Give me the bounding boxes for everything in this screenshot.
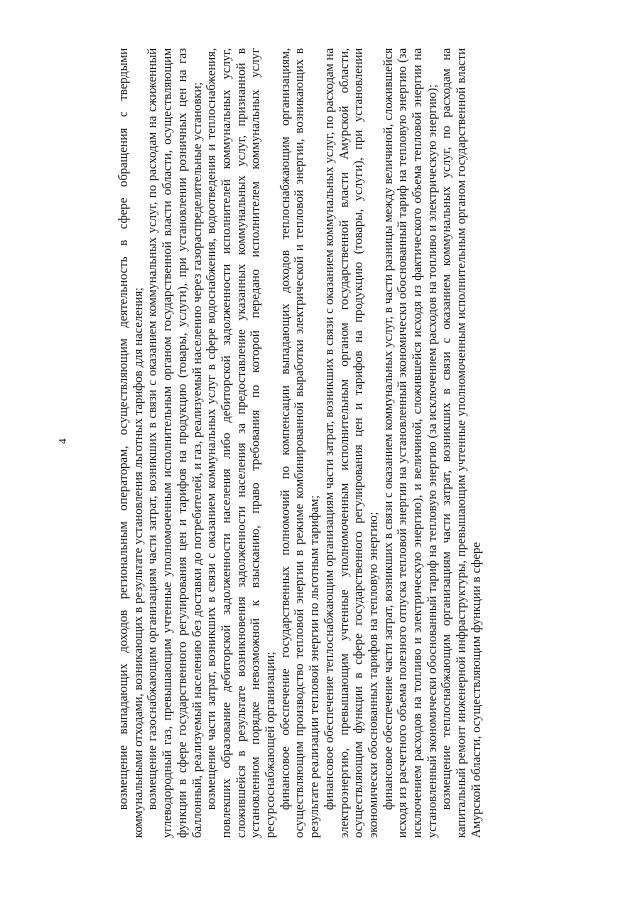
paragraph-5: финансовое обеспечение теплоснабжающим организациям части затрат, возникших в связи с оказанием коммунальных услуг, по расходам на электроэнергию, превышающим учтенные уполномоченным исполнительным органом государственной власти Амурской области, осуществляющим функции в сфере государственного регулирования цен и тарифов на продукцию (товары, услуги), при установлении экономически обоснованных тарифов на тепловую энергию; — [321, 48, 380, 838]
page-number: 4 — [57, 438, 69, 444]
paragraph-1: возмещение выпадающих доходов региональным операторам, осуществляющим деятельность в сфере обращения с твердыми коммунальными отходами, возникающих в результате установления льготных тарифов для населения; — [116, 48, 145, 838]
paragraph-6: финансовое обеспечение части затрат, возникших в связи с оказанием коммунальных услуг, в части разницы между величиной, сложившейся исходя из расчетного объема полезного отпуска тепловой энергии на установленный экономически обоснованный тариф на тепловую энергию (за исключением расходов на топливо и электрическую энергию), и величиной, сложившейся исходя из фактического объема тепловой энергии на установленный экономически обоснованный тариф на тепловую энергию (за исключением расходов на топливо и электрическую энергию); — [380, 48, 439, 838]
paragraph-2: возмещение газоснабжающим организациям части затрат, возникших в связи с оказанием коммунальных услуг, по расходам на сжиженный углеводородный газ, превышающим учтенные уполномоченным исполнительным органом государственной власти области, осуществляющим функции в сфере государственного регулирования цен и тарифов на продукцию (товары, услуги), при установлении розничных цен на газ баллонный, реализуемый населению без доставки до потребителей, и газ, реализуемый населению через газораспределительные установки; — [145, 48, 204, 838]
paragraph-3: возмещение части затрат, возникших в связи с оказанием коммунальных услуг в сфере водоснабжения, водоотведения и теплоснабжения, повлекших образование дебиторской задолженности населения либо дебиторской задолженности исполнителей коммунальных услуг, сложившейся в результате возникновения задолженности населения за предоставление указанных коммунальных услуг, признанной в установленном порядке невозможной к взысканию, право требования по которой передано исполнителем коммунальных услуг ресурсоснабжающей организации; — [204, 48, 278, 838]
paragraph-7: возмещение теплоснабжающим организациям части затрат, возникших в связи с оказанием коммунальных услуг, по расходам на капитальный ремонт инженерной инфраструктуры, превышающим учтенные уполномоченным исполнительным органом государственной власти Амурской области, осуществляющим функции в сфере — [439, 48, 483, 838]
rotated-text-block — [116, 48, 484, 838]
body-text — [116, 48, 484, 838]
paragraph-4: финансовое обеспечение государственных полномочий по компенсации выпадающих доходов теплоснабжающим организациям, осуществляющим производство тепловой энергии в режиме комбинированной выработки электрической и тепловой энергии, возникающих в результате реализации тепловой энергии по льготным тарифам; — [277, 48, 322, 838]
